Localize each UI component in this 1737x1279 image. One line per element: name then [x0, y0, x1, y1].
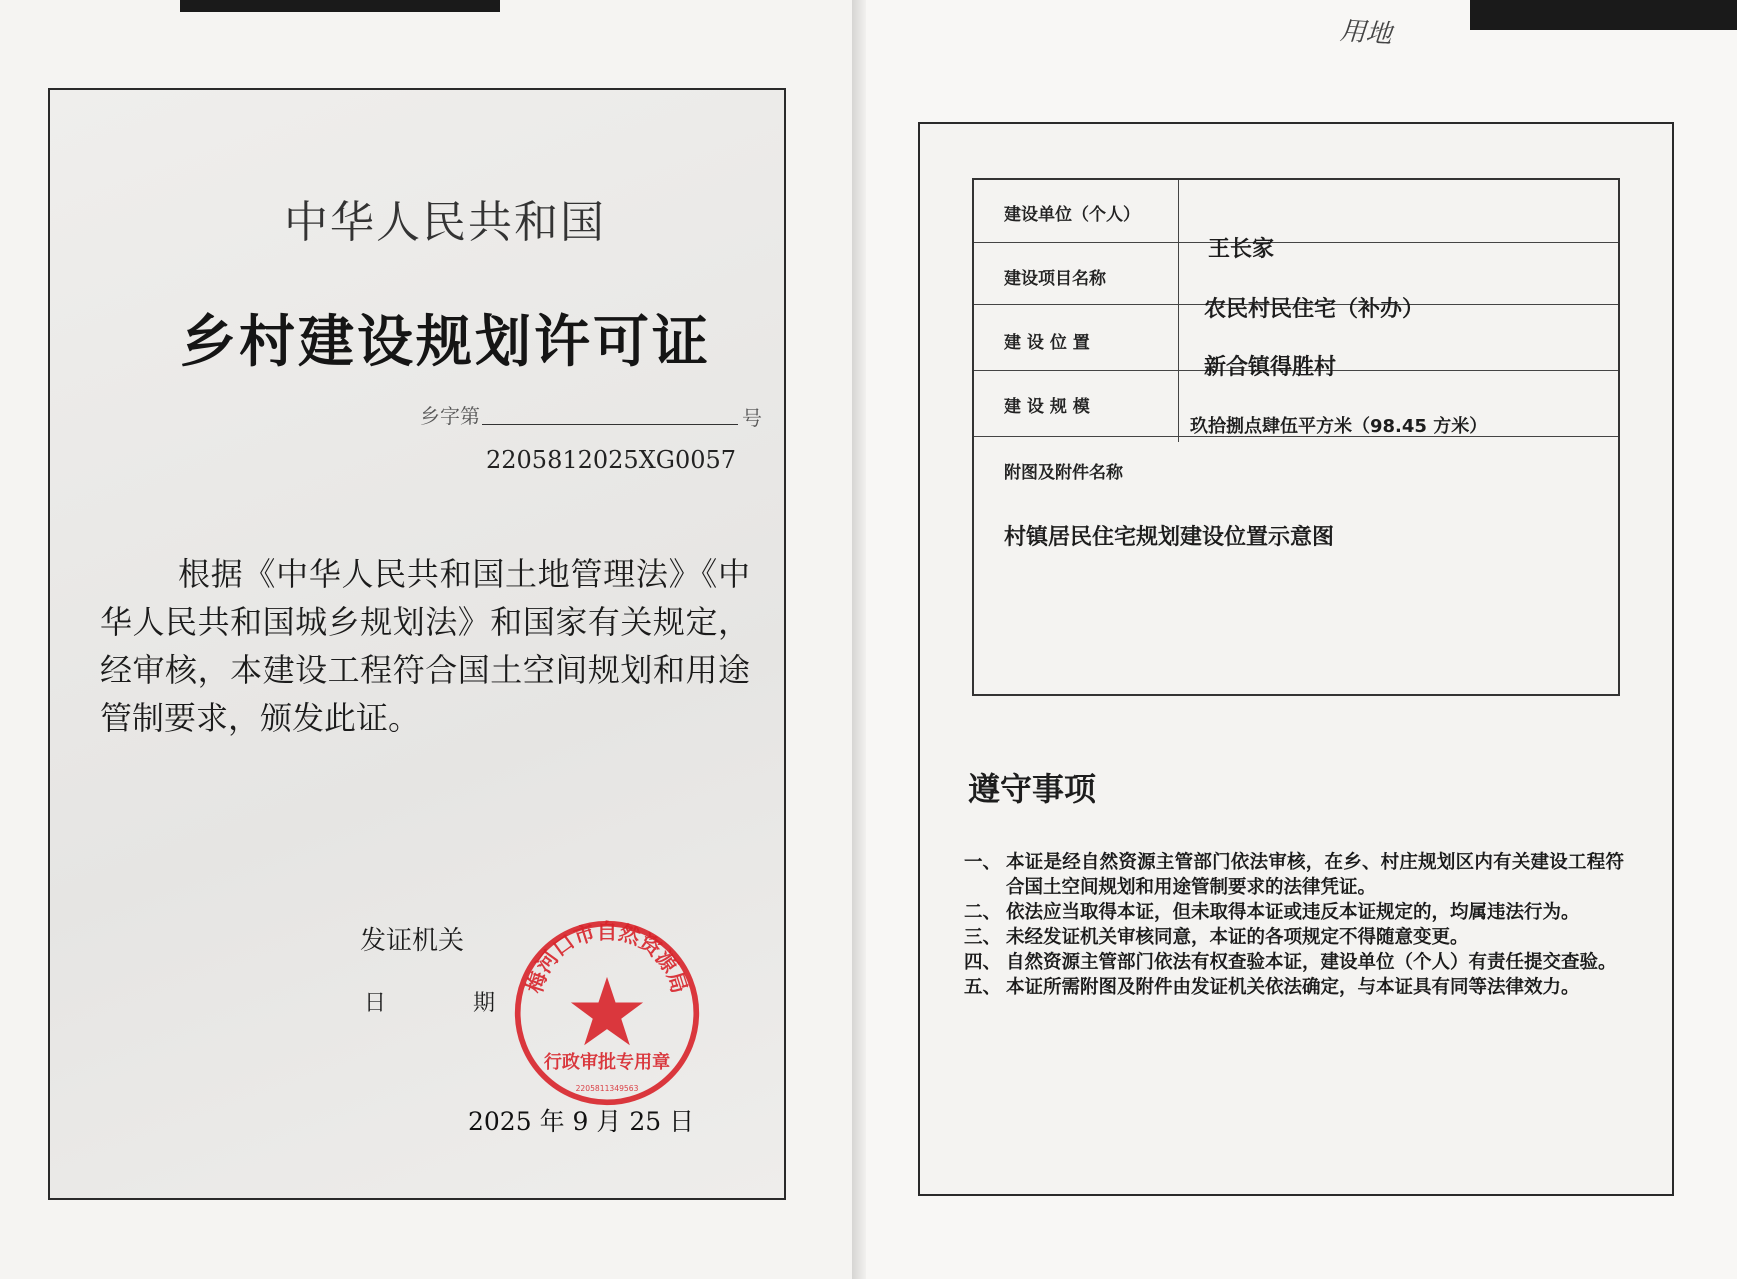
field-label-location: 建 设 位 置 [1004, 333, 1090, 353]
list-item: 五、 本证所需附图及附件由发证机关依法确定，与本证具有同等法律效力。 [964, 977, 1580, 998]
seal-outer-text: 梅河口市自然资源局 [522, 919, 692, 997]
issuer-label: 发证机关 [360, 926, 465, 956]
field-label-project-name: 建设项目名称 [1004, 269, 1106, 289]
star-icon [571, 977, 643, 1045]
field-label-builder: 建设单位（个人） [1004, 205, 1140, 225]
certificate-title: 乡村建设规划许可证 [180, 310, 711, 375]
field-label-scale: 建 设 规 模 [1004, 397, 1090, 417]
number-prefix: 乡字第 [420, 404, 480, 428]
notice-title: 遵守事项 [968, 770, 1097, 808]
notice-list [964, 850, 1624, 1000]
number-suffix: 号 [742, 406, 762, 430]
attachments-value: 村镇居民住宅规划建设位置示意图 [1004, 525, 1335, 550]
binding-gutter [852, 0, 866, 1279]
seal-code: 2205811349563 [575, 1083, 639, 1093]
list-item: 三、 未经发证机关审核同意，本证的各项规定不得随意变更。 [964, 927, 1469, 948]
field-value-location: 新合镇得胜村 [1204, 355, 1337, 380]
field-value-scale: 玖拾捌点肆伍平方米（98.45 方米） [1190, 416, 1488, 437]
number-underline [482, 424, 738, 425]
seal-inner-text: 行政审批专用章 [543, 1052, 671, 1074]
attachments-label: 附图及附件名称 [1004, 463, 1123, 483]
field-value-project-name: 农民村民住宅（补办） [1204, 297, 1425, 322]
field-value-builder: 王长家 [1208, 237, 1275, 262]
certificate-body-text: 根据《中华人民共和国土地管理法》《中华人民共和国城乡规划法》和国家有关规定，经审核，本建设工程符合国土空间规划和用途管制要求，颁发此证。 [100, 555, 750, 737]
list-item: 四、 自然资源主管部门依法有权查验本证，建设单位（个人）有责任提交查验。 [964, 952, 1617, 973]
project-info-table [972, 178, 1620, 696]
country-heading: 中华人民共和国 [284, 197, 606, 248]
handwritten-note: 用地 [1338, 16, 1393, 50]
date-label: 日 期 [364, 991, 535, 1016]
top-dark-strip [180, 0, 500, 12]
certificate-number: 2205812025XG0057 [486, 446, 737, 474]
list-item: 一、 本证是经自然资源主管部门依法审核，在乡、村庄规划区内有关建设工程符合国土空间规划和用途管制要求的法律凭证。 [964, 852, 1624, 898]
official-seal [512, 918, 702, 1108]
list-item: 二、 依法应当取得本证，但未取得本证或违反本证规定的，均属违法行为。 [964, 902, 1580, 923]
issue-date: 2025 年 9 月 25 日 [468, 1107, 695, 1136]
table-column-divider [1178, 180, 1179, 442]
table-row-divider [974, 242, 1618, 243]
top-dark-strip [1470, 0, 1737, 30]
